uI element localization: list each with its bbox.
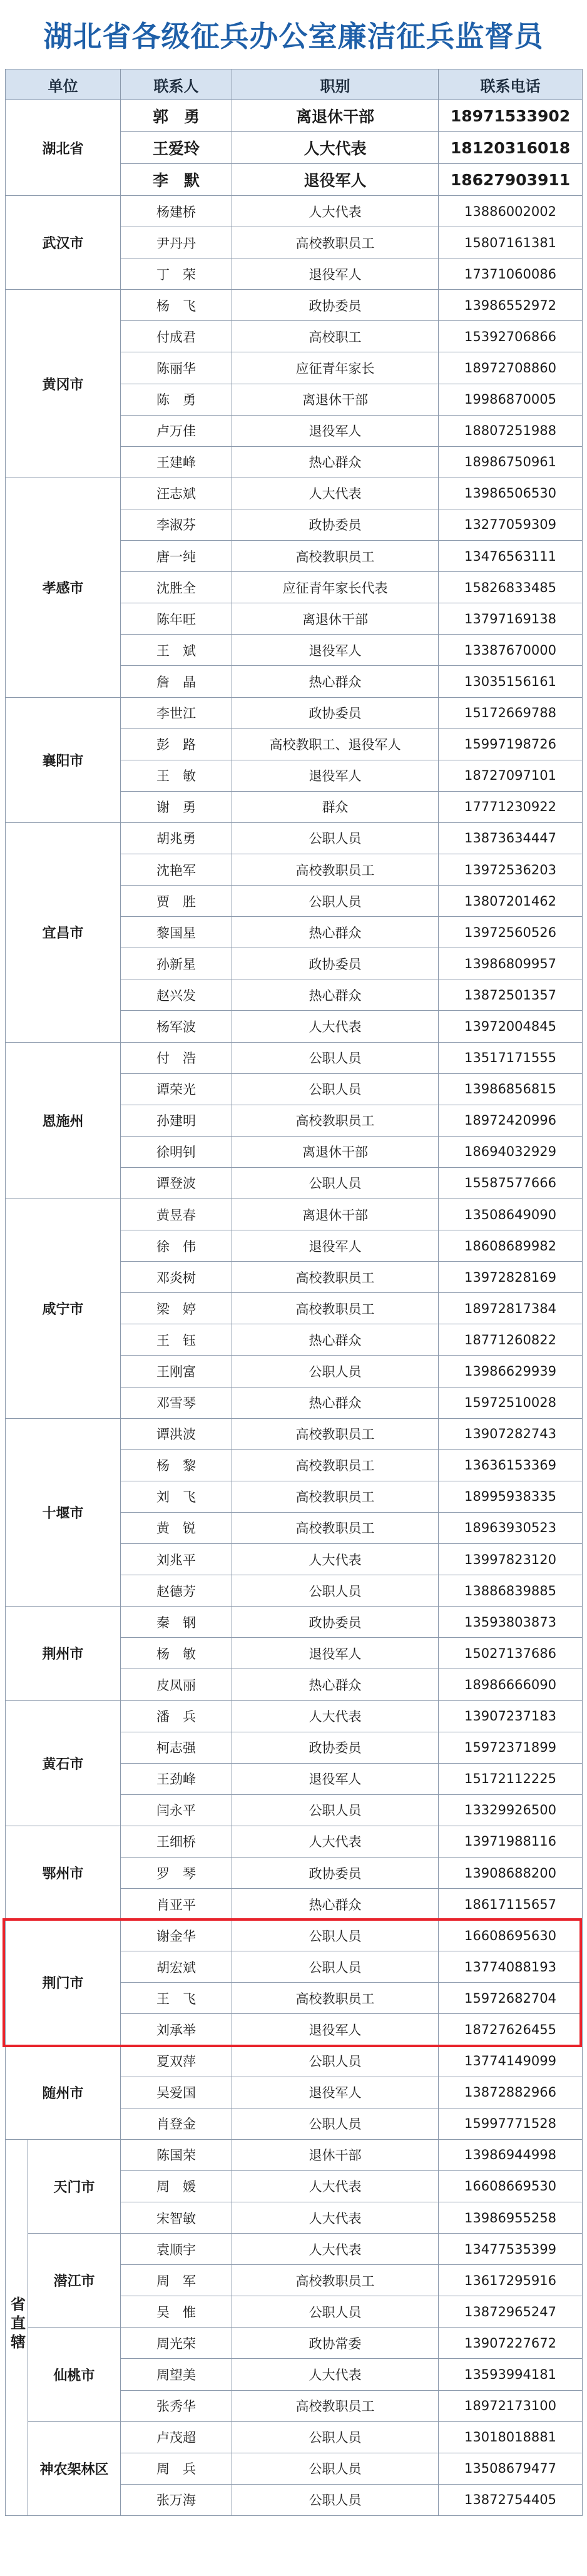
contact-name: 潘 兵 xyxy=(121,1700,232,1732)
table-header-row xyxy=(6,69,583,100)
contact-name: 卢茂超 xyxy=(121,2421,232,2453)
contact-name: 王建峰 xyxy=(121,446,232,478)
position-cell: 政协委员 xyxy=(232,1607,439,1638)
contact-name: 汪志斌 xyxy=(121,478,232,509)
phone-cell: 18986666090 xyxy=(439,1669,583,1700)
position-cell: 公职人员 xyxy=(232,2108,439,2139)
contact-name: 沈艳军 xyxy=(121,854,232,885)
phone-cell: 18771260822 xyxy=(439,1324,583,1356)
phone-cell: 15826833485 xyxy=(439,572,583,603)
phone-cell: 13617295916 xyxy=(439,2265,583,2296)
position-cell: 人大代表 xyxy=(232,1011,439,1042)
phone-cell: 13997823120 xyxy=(439,1544,583,1575)
table-row xyxy=(6,1700,583,1732)
position-cell: 退役军人 xyxy=(232,760,439,791)
phone-cell: 18120316018 xyxy=(439,132,583,164)
phone-cell: 18972708860 xyxy=(439,352,583,384)
contact-name: 卢万佳 xyxy=(121,415,232,446)
position-cell: 高校职工 xyxy=(232,321,439,352)
phone-cell: 13508649090 xyxy=(439,1199,583,1230)
phone-cell: 15392706866 xyxy=(439,321,583,352)
phone-cell: 13329926500 xyxy=(439,1794,583,1826)
phone-cell: 13986944998 xyxy=(439,2139,583,2170)
contact-name: 张万海 xyxy=(121,2484,232,2515)
contact-name: 夏双萍 xyxy=(121,2045,232,2077)
phone-cell: 18627903911 xyxy=(439,164,583,196)
position-cell: 人大代表 xyxy=(232,1544,439,1575)
contact-name: 王 敏 xyxy=(121,760,232,791)
contact-name: 黄昱春 xyxy=(121,1199,232,1230)
table-row xyxy=(6,697,583,728)
table-row xyxy=(6,290,583,321)
position-cell: 高校教职员工 xyxy=(232,1481,439,1512)
phone-cell: 15027137686 xyxy=(439,1638,583,1669)
contact-name: 沈胜全 xyxy=(121,572,232,603)
position-cell: 公职人员 xyxy=(232,1575,439,1607)
position-cell: 高校教职员工 xyxy=(232,2390,439,2421)
position-cell: 热心群众 xyxy=(232,1387,439,1418)
position-cell: 人大代表 xyxy=(232,2234,439,2265)
contact-name: 陈国荣 xyxy=(121,2139,232,2170)
contact-name: 彭 路 xyxy=(121,728,232,760)
contact-name: 周 兵 xyxy=(121,2453,232,2484)
position-cell: 高校教职员工 xyxy=(232,1418,439,1449)
position-cell: 退役军人 xyxy=(232,635,439,666)
header-unit: 单位 xyxy=(6,69,121,100)
position-cell: 热心群众 xyxy=(232,979,439,1011)
unit-cell: 黄石市 xyxy=(6,1700,121,1826)
unit-cell: 黄冈市 xyxy=(6,290,121,478)
phone-cell: 18608689982 xyxy=(439,1230,583,1262)
phone-cell: 18972420996 xyxy=(439,1105,583,1136)
phone-cell: 15172112225 xyxy=(439,1763,583,1794)
phone-cell: 16608669530 xyxy=(439,2170,583,2202)
phone-cell: 13986856815 xyxy=(439,1073,583,1105)
phone-cell: 13387670000 xyxy=(439,635,583,666)
phone-cell: 13277059309 xyxy=(439,509,583,540)
phone-cell: 13872882966 xyxy=(439,2077,583,2108)
phone-cell: 13774149099 xyxy=(439,2045,583,2077)
phone-cell: 15807161381 xyxy=(439,227,583,258)
phone-cell: 13872754405 xyxy=(439,2484,583,2515)
contact-name: 杨 敏 xyxy=(121,1638,232,1669)
phone-cell: 13908688200 xyxy=(439,1857,583,1888)
position-cell: 高校教职员工 xyxy=(232,2265,439,2296)
table-row xyxy=(6,100,583,132)
phone-cell: 13886839885 xyxy=(439,1575,583,1607)
contact-name: 宋智敏 xyxy=(121,2202,232,2234)
contact-name: 王细桥 xyxy=(121,1826,232,1857)
position-cell: 应征青年家长 xyxy=(232,352,439,384)
contact-name: 王劲峰 xyxy=(121,1763,232,1794)
contact-name: 周 军 xyxy=(121,2265,232,2296)
position-cell: 高校教职员工 xyxy=(232,1449,439,1481)
phone-cell: 13774088193 xyxy=(439,1951,583,1983)
phone-cell: 18617115657 xyxy=(439,1889,583,1920)
position-cell: 高校教职员工 xyxy=(232,227,439,258)
table-row xyxy=(6,1418,583,1449)
position-cell: 群众 xyxy=(232,791,439,822)
phone-cell: 18972173100 xyxy=(439,2390,583,2421)
phone-cell: 13508679477 xyxy=(439,2453,583,2484)
contact-name: 吴爱国 xyxy=(121,2077,232,2108)
contact-name: 刘承举 xyxy=(121,2014,232,2045)
phone-cell: 18963930523 xyxy=(439,1512,583,1543)
phone-cell: 13986506530 xyxy=(439,478,583,509)
contact-name: 王 斌 xyxy=(121,635,232,666)
phone-cell: 18727097101 xyxy=(439,760,583,791)
table-row xyxy=(6,2328,583,2359)
contact-name: 肖登金 xyxy=(121,2108,232,2139)
table-row xyxy=(6,2234,583,2265)
contact-name: 罗 琴 xyxy=(121,1857,232,1888)
header-phone: 联系电话 xyxy=(439,69,583,100)
unit-cell: 随州市 xyxy=(6,2045,121,2139)
phone-cell: 15972682704 xyxy=(439,1983,583,2014)
contact-name: 贾 胜 xyxy=(121,886,232,917)
contact-name: 徐明钊 xyxy=(121,1136,232,1167)
table-row xyxy=(6,1920,583,1951)
unit-cell: 荆州市 xyxy=(6,1607,121,1700)
position-cell: 政协常委 xyxy=(232,2328,439,2359)
table-row xyxy=(6,1042,583,1073)
contact-name: 谭登波 xyxy=(121,1167,232,1199)
position-cell: 高校教职员工 xyxy=(232,1262,439,1293)
phone-cell: 18971533902 xyxy=(439,100,583,132)
unit-cell: 鄂州市 xyxy=(6,1826,121,1919)
phone-cell: 13593803873 xyxy=(439,1607,583,1638)
contact-name: 刘兆平 xyxy=(121,1544,232,1575)
position-cell: 公职人员 xyxy=(232,886,439,917)
phone-cell: 15997771528 xyxy=(439,2108,583,2139)
contact-name: 柯志强 xyxy=(121,1732,232,1763)
phone-cell: 13986955258 xyxy=(439,2202,583,2234)
position-cell: 离退休干部 xyxy=(232,1136,439,1167)
contact-name: 陈 勇 xyxy=(121,384,232,415)
position-cell: 高校教职工、退役军人 xyxy=(232,728,439,760)
contact-name: 黎国星 xyxy=(121,917,232,948)
position-cell: 高校教职员工 xyxy=(232,854,439,885)
position-cell: 人大代表 xyxy=(232,478,439,509)
position-cell: 政协委员 xyxy=(232,697,439,728)
position-cell: 高校教职员工 xyxy=(232,1512,439,1543)
contact-name: 袁顺宇 xyxy=(121,2234,232,2265)
contact-name: 闫永平 xyxy=(121,1794,232,1826)
contact-name: 谢金华 xyxy=(121,1920,232,1951)
contact-name: 徐 伟 xyxy=(121,1230,232,1262)
position-cell: 人大代表 xyxy=(232,2359,439,2390)
contact-name: 胡宏斌 xyxy=(121,1951,232,1983)
phone-cell: 13873634447 xyxy=(439,822,583,854)
position-cell: 热心群众 xyxy=(232,1324,439,1356)
contact-name: 胡兆勇 xyxy=(121,822,232,854)
contact-name: 吴 惟 xyxy=(121,2296,232,2328)
contact-name: 杨建桥 xyxy=(121,196,232,227)
position-cell: 人大代表 xyxy=(232,2202,439,2234)
contact-name: 詹 晶 xyxy=(121,666,232,697)
table-body xyxy=(6,100,583,2516)
contact-name: 肖亚平 xyxy=(121,1889,232,1920)
contact-name: 王 钰 xyxy=(121,1324,232,1356)
contact-name: 李 默 xyxy=(121,164,232,196)
unit-cell: 襄阳市 xyxy=(6,697,121,822)
position-cell: 退役军人 xyxy=(232,2077,439,2108)
table-row xyxy=(6,2045,583,2077)
contact-name: 付 浩 xyxy=(121,1042,232,1073)
table-row xyxy=(6,1199,583,1230)
position-cell: 退休干部 xyxy=(232,2139,439,2170)
contact-name: 周光荣 xyxy=(121,2328,232,2359)
position-cell: 退役军人 xyxy=(232,1638,439,1669)
position-cell: 公职人员 xyxy=(232,1356,439,1387)
position-cell: 热心群众 xyxy=(232,446,439,478)
phone-cell: 18972817384 xyxy=(439,1293,583,1324)
phone-cell: 19986870005 xyxy=(439,384,583,415)
phone-cell: 15972371899 xyxy=(439,1732,583,1763)
position-cell: 政协委员 xyxy=(232,1732,439,1763)
unit-cell: 潜江市 xyxy=(28,2234,121,2328)
contact-name: 李淑芬 xyxy=(121,509,232,540)
position-cell: 热心群众 xyxy=(232,666,439,697)
contact-name: 谭洪波 xyxy=(121,1418,232,1449)
unit-cell: 荆门市 xyxy=(6,1920,121,2045)
contact-name: 谢 勇 xyxy=(121,791,232,822)
position-cell: 公职人员 xyxy=(232,1794,439,1826)
contact-name: 周 媛 xyxy=(121,2170,232,2202)
header-position: 职别 xyxy=(232,69,439,100)
phone-cell: 13971988116 xyxy=(439,1826,583,1857)
position-cell: 政协委员 xyxy=(232,290,439,321)
position-cell: 公职人员 xyxy=(232,1951,439,1983)
phone-cell: 13972536203 xyxy=(439,854,583,885)
phone-cell: 15587577666 xyxy=(439,1167,583,1199)
position-cell: 热心群众 xyxy=(232,1669,439,1700)
unit-cell: 天门市 xyxy=(28,2139,121,2233)
contact-name: 丁 荣 xyxy=(121,258,232,290)
header-contact: 联系人 xyxy=(121,69,232,100)
contact-name: 邓炎树 xyxy=(121,1262,232,1293)
phone-cell: 13807201462 xyxy=(439,886,583,917)
position-cell: 政协委员 xyxy=(232,948,439,979)
position-cell: 热心群众 xyxy=(232,917,439,948)
contact-name: 王爱玲 xyxy=(121,132,232,164)
unit-cell: 恩施州 xyxy=(6,1042,121,1199)
position-cell: 公职人员 xyxy=(232,2045,439,2077)
phone-cell: 13018018881 xyxy=(439,2421,583,2453)
phone-cell: 15997198726 xyxy=(439,728,583,760)
position-cell: 退役军人 xyxy=(232,2014,439,2045)
phone-cell: 15972510028 xyxy=(439,1387,583,1418)
position-cell: 退役军人 xyxy=(232,1763,439,1794)
contact-name: 张秀华 xyxy=(121,2390,232,2421)
unit-cell: 武汉市 xyxy=(6,196,121,290)
contact-name: 杨 黎 xyxy=(121,1449,232,1481)
phone-cell: 13886002002 xyxy=(439,196,583,227)
contact-name: 孙新星 xyxy=(121,948,232,979)
table-row xyxy=(6,2421,583,2453)
position-cell: 退役军人 xyxy=(232,1230,439,1262)
contact-name: 王刚富 xyxy=(121,1356,232,1387)
contact-name: 郭 勇 xyxy=(121,100,232,132)
contact-name: 谭荣光 xyxy=(121,1073,232,1105)
position-cell: 公职人员 xyxy=(232,2484,439,2515)
contact-name: 梁 婷 xyxy=(121,1293,232,1324)
position-cell: 人大代表 xyxy=(232,196,439,227)
position-cell: 离退休干部 xyxy=(232,384,439,415)
unit-cell: 宜昌市 xyxy=(6,822,121,1042)
phone-cell: 16608695630 xyxy=(439,1920,583,1951)
table-row xyxy=(6,1826,583,1857)
phone-cell: 13986629939 xyxy=(439,1356,583,1387)
position-cell: 人大代表 xyxy=(232,1826,439,1857)
unit-cell: 十堰市 xyxy=(6,1418,121,1607)
contact-name: 黄 锐 xyxy=(121,1512,232,1543)
phone-cell: 13872965247 xyxy=(439,2296,583,2328)
contact-name: 刘 飞 xyxy=(121,1481,232,1512)
phone-cell: 18727626455 xyxy=(439,2014,583,2045)
position-cell: 人大代表 xyxy=(232,2170,439,2202)
contact-name: 尹丹丹 xyxy=(121,227,232,258)
contact-name: 秦 钢 xyxy=(121,1607,232,1638)
position-cell: 人大代表 xyxy=(232,1700,439,1732)
phone-cell: 18694032929 xyxy=(439,1136,583,1167)
position-cell: 人大代表 xyxy=(232,132,439,164)
table-row xyxy=(6,2139,583,2170)
phone-cell: 13035156161 xyxy=(439,666,583,697)
position-cell: 退役军人 xyxy=(232,415,439,446)
position-cell: 公职人员 xyxy=(232,1073,439,1105)
phone-cell: 18807251988 xyxy=(439,415,583,446)
position-cell: 公职人员 xyxy=(232,1167,439,1199)
phone-cell: 13797169138 xyxy=(439,603,583,635)
phone-cell: 13972828169 xyxy=(439,1262,583,1293)
position-cell: 离退休干部 xyxy=(232,603,439,635)
contact-name: 付成君 xyxy=(121,321,232,352)
table-row xyxy=(6,1607,583,1638)
direct-group-label xyxy=(6,2139,28,2515)
phone-cell: 13986809957 xyxy=(439,948,583,979)
position-cell: 退役军人 xyxy=(232,164,439,196)
position-cell: 政协委员 xyxy=(232,1857,439,1888)
contact-name: 陈年旺 xyxy=(121,603,232,635)
contact-name: 周望美 xyxy=(121,2359,232,2390)
position-cell: 热心群众 xyxy=(232,1889,439,1920)
contact-name: 杨军波 xyxy=(121,1011,232,1042)
phone-cell: 13636153369 xyxy=(439,1449,583,1481)
phone-cell: 13517171555 xyxy=(439,1042,583,1073)
contact-name: 陈丽华 xyxy=(121,352,232,384)
contact-name: 孙建明 xyxy=(121,1105,232,1136)
contact-name: 杨 飞 xyxy=(121,290,232,321)
table-row xyxy=(6,196,583,227)
phone-cell: 13593994181 xyxy=(439,2359,583,2390)
position-cell: 离退休干部 xyxy=(232,1199,439,1230)
phone-cell: 13476563111 xyxy=(439,541,583,572)
position-cell: 高校教职员工 xyxy=(232,1293,439,1324)
phone-cell: 13986552972 xyxy=(439,290,583,321)
phone-cell: 13972560526 xyxy=(439,917,583,948)
unit-cell: 神农架林区 xyxy=(28,2421,121,2515)
position-cell: 政协委员 xyxy=(232,509,439,540)
position-cell: 高校教职员工 xyxy=(232,541,439,572)
phone-cell: 13872501357 xyxy=(439,979,583,1011)
position-cell: 高校教职员工 xyxy=(232,1983,439,2014)
phone-cell: 13907237183 xyxy=(439,1700,583,1732)
phone-cell: 13907227672 xyxy=(439,2328,583,2359)
position-cell: 高校教职员工 xyxy=(232,1105,439,1136)
phone-cell: 15172669788 xyxy=(439,697,583,728)
phone-cell: 18995938335 xyxy=(439,1481,583,1512)
contact-name: 王 飞 xyxy=(121,1983,232,2014)
phone-cell: 13477535399 xyxy=(439,2234,583,2265)
unit-cell: 孝感市 xyxy=(6,478,121,697)
position-cell: 应征青年家长代表 xyxy=(232,572,439,603)
unit-cell: 湖北省 xyxy=(6,100,121,196)
phone-cell: 13972004845 xyxy=(439,1011,583,1042)
phone-cell: 17771230922 xyxy=(439,791,583,822)
position-cell: 公职人员 xyxy=(232,2453,439,2484)
contact-name: 李世江 xyxy=(121,697,232,728)
page-title: 湖北省各级征兵办公室廉洁征兵监督员 xyxy=(43,19,544,53)
unit-cell: 咸宁市 xyxy=(6,1199,121,1419)
contact-name: 赵德芳 xyxy=(121,1575,232,1607)
phone-cell: 13907282743 xyxy=(439,1418,583,1449)
phone-cell: 17371060086 xyxy=(439,258,583,290)
position-cell: 公职人员 xyxy=(232,822,439,854)
direct-group-text: 省直辖 xyxy=(8,2296,26,2353)
position-cell: 退役军人 xyxy=(232,258,439,290)
contact-name: 邓雪琴 xyxy=(121,1387,232,1418)
contact-name: 赵兴发 xyxy=(121,979,232,1011)
position-cell: 公职人员 xyxy=(232,1042,439,1073)
table-row xyxy=(6,478,583,509)
position-cell: 离退休干部 xyxy=(232,100,439,132)
phone-cell: 18986750961 xyxy=(439,446,583,478)
contact-name: 皮凤丽 xyxy=(121,1669,232,1700)
position-cell: 公职人员 xyxy=(232,2421,439,2453)
position-cell: 公职人员 xyxy=(232,2296,439,2328)
unit-cell: 仙桃市 xyxy=(28,2328,121,2421)
table-row xyxy=(6,822,583,854)
position-cell: 公职人员 xyxy=(232,1920,439,1951)
supervisor-table xyxy=(5,69,583,2516)
contact-name: 唐一纯 xyxy=(121,541,232,572)
